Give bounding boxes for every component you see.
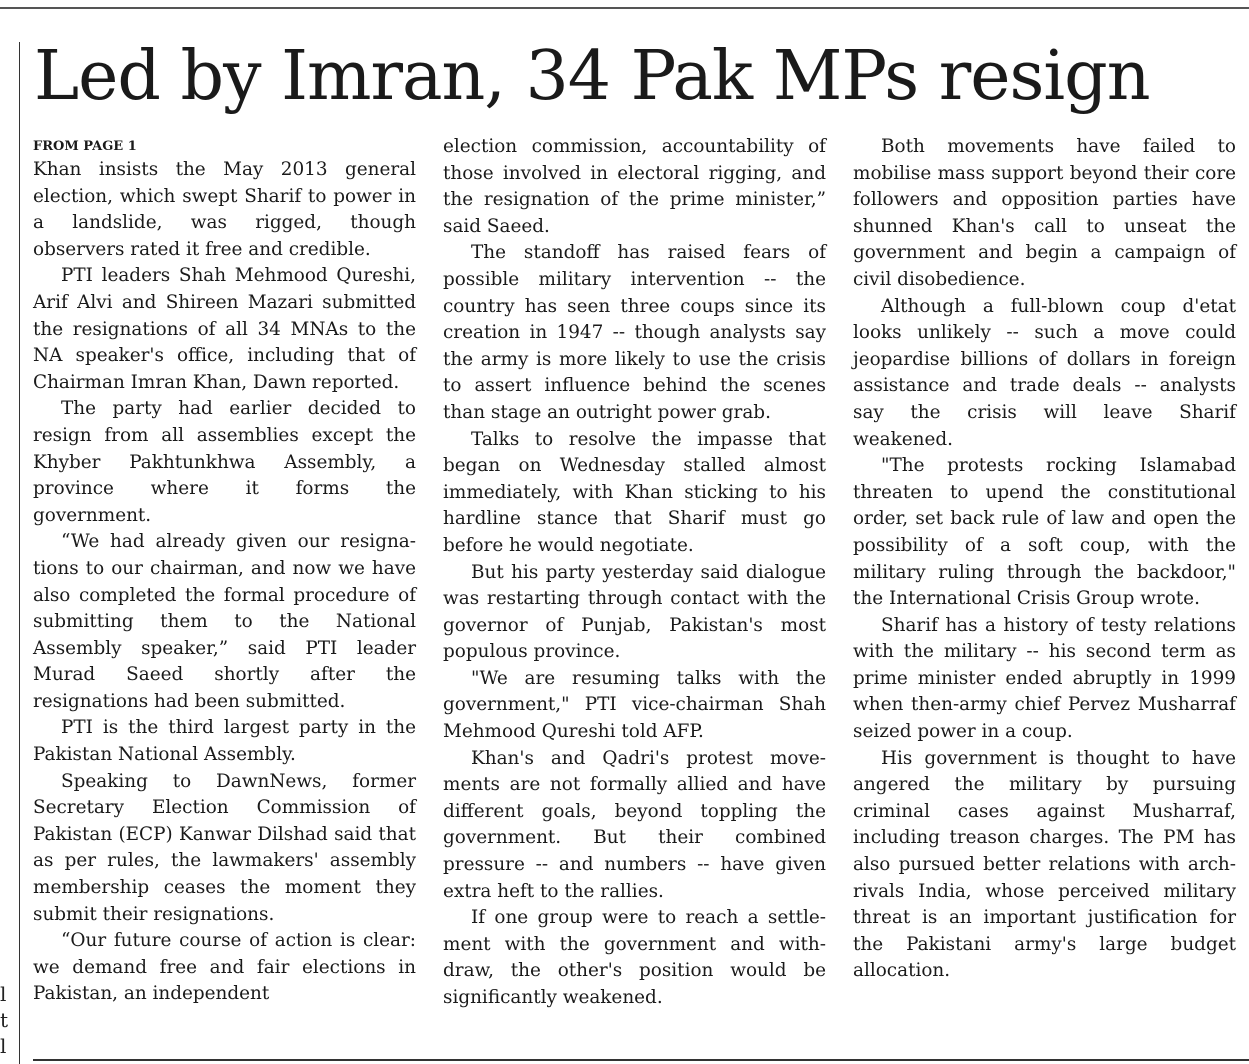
- paragraph: Khan's and Qadri's protest movements are not formally allied and have different goals, beyond toppling the government. But their combined pressure -- and numbers -- have given extra heft to the rallies.: [443, 747, 826, 902]
- column-rule-left: [19, 42, 20, 1064]
- paragraph: "The protests rocking Islamabad threaten to upend the constitutional order, set back rule of law and open the possibility of a soft coup, with the military ruling through the backdoor," the International Crisis Group wrote.: [853, 455, 1236, 610]
- paragraph: PTI is the third largest party in the Pakistan National Assembly.: [33, 717, 416, 766]
- paragraph: "We are resuming talks with the government," PTI vice-chairman Shah Mehmood Qureshi told AFP.: [443, 667, 826, 743]
- paragraph: If one group were to reach a settlement with the government and withdraw, the other's position would be significantly weakened.: [443, 907, 826, 1008]
- article-column-2: [443, 134, 826, 1012]
- paragraph: PTI leaders Shah Mehmood Qureshi, Arif Alvi and Shireen Mazari submitted the resignations of all 34 MNAs to the NA speaker's office, including that of Chairman Imran Khan, Dawn reported.: [33, 265, 416, 393]
- paragraph: Speaking to DawnNews, former Secretary Election Commission of Pakistan (ECP) Kanwar Dilshad said that as per rules, the lawmakers' assembly membership ceases the moment they submit their resignations.: [33, 770, 416, 925]
- article-column-1: [33, 134, 416, 1008]
- adjacent-column-fragment: l: [0, 982, 7, 1006]
- bottom-rule: [33, 1059, 1249, 1061]
- paragraph: Although a full-blown coup d'etat looks unlikely -- such a move could jeopardise billions of dollars in foreign assistance and trade deals -- analysts say the crisis will leave Sharif weakened.: [853, 295, 1236, 450]
- paragraph: Talks to resolve the impasse that began on Wednesday stalled almost immediately, with Khan sticking to his hardline stance that Sharif must go before he would negotiate.: [443, 428, 826, 556]
- paragraph: But his party yesterday said dialogue was restarting through contact with the governor of Punjab, Pakistan's most populous province.: [443, 561, 826, 663]
- adjacent-column-fragment: t: [0, 1008, 9, 1032]
- adjacent-column-fragment: l: [0, 1034, 7, 1058]
- paragraph: The party had earlier decided to resign from all assemblies except the Khyber Pakhtunkhwa Assembly, a province where it forms the government.: [33, 398, 416, 526]
- article-column-3: [853, 134, 1236, 985]
- paragraph: Khan insists the May 2013 general election, which swept Sharif to power in a landslide, was rigged, though observers rated it free and credible.: [33, 159, 416, 260]
- paragraph: “Our future course of action is clear: we demand free and fair elections in Pakistan, an independent: [33, 930, 416, 1005]
- paragraph: Both movements have failed to mobilise mass support beyond their core followers and opposition parties have shunned Khan's call to unseat the government and begin a campaign of civil disobedience.: [853, 136, 1236, 290]
- headline: Led by Imran, 34 Pak MPs resign: [34, 37, 1150, 116]
- kicker-from-page-1: FROM PAGE 1: [33, 139, 137, 154]
- paragraph: The standoff has raised fears of possible military intervention -- the country has seen three coups since its creation in 1947 -- though analysts say the army is more likely to use the crisis to assert influence behind the scenes than stage an outright power grab.: [443, 242, 826, 423]
- paragraph: election commission, accountability of those involved in electoral rigging, and the resignation of the prime minister,” said Saeed.: [443, 136, 826, 237]
- paragraph: His government is thought to have angered the military by pursuing criminal cases against Musharraf, including treason charges. The PM has also pursued better relations with arch-rivals India, whose perceived military threat is an important justification for the Pakistani army's large budget allocation.: [853, 747, 1236, 982]
- paragraph: “We had already given our resignations to our chairman, and now we have also completed the formal procedure of submitting them to the National Assembly speaker,” said PTI leader Murad Saeed shortly after the resignations had been submitted.: [33, 531, 416, 712]
- top-rule: [0, 7, 1249, 9]
- paragraph: Sharif has a history of testy relations with the military -- his second term as prime minister ended abruptly in 1999 when then-army chief Pervez Musharraf seized power in a coup.: [853, 614, 1236, 743]
